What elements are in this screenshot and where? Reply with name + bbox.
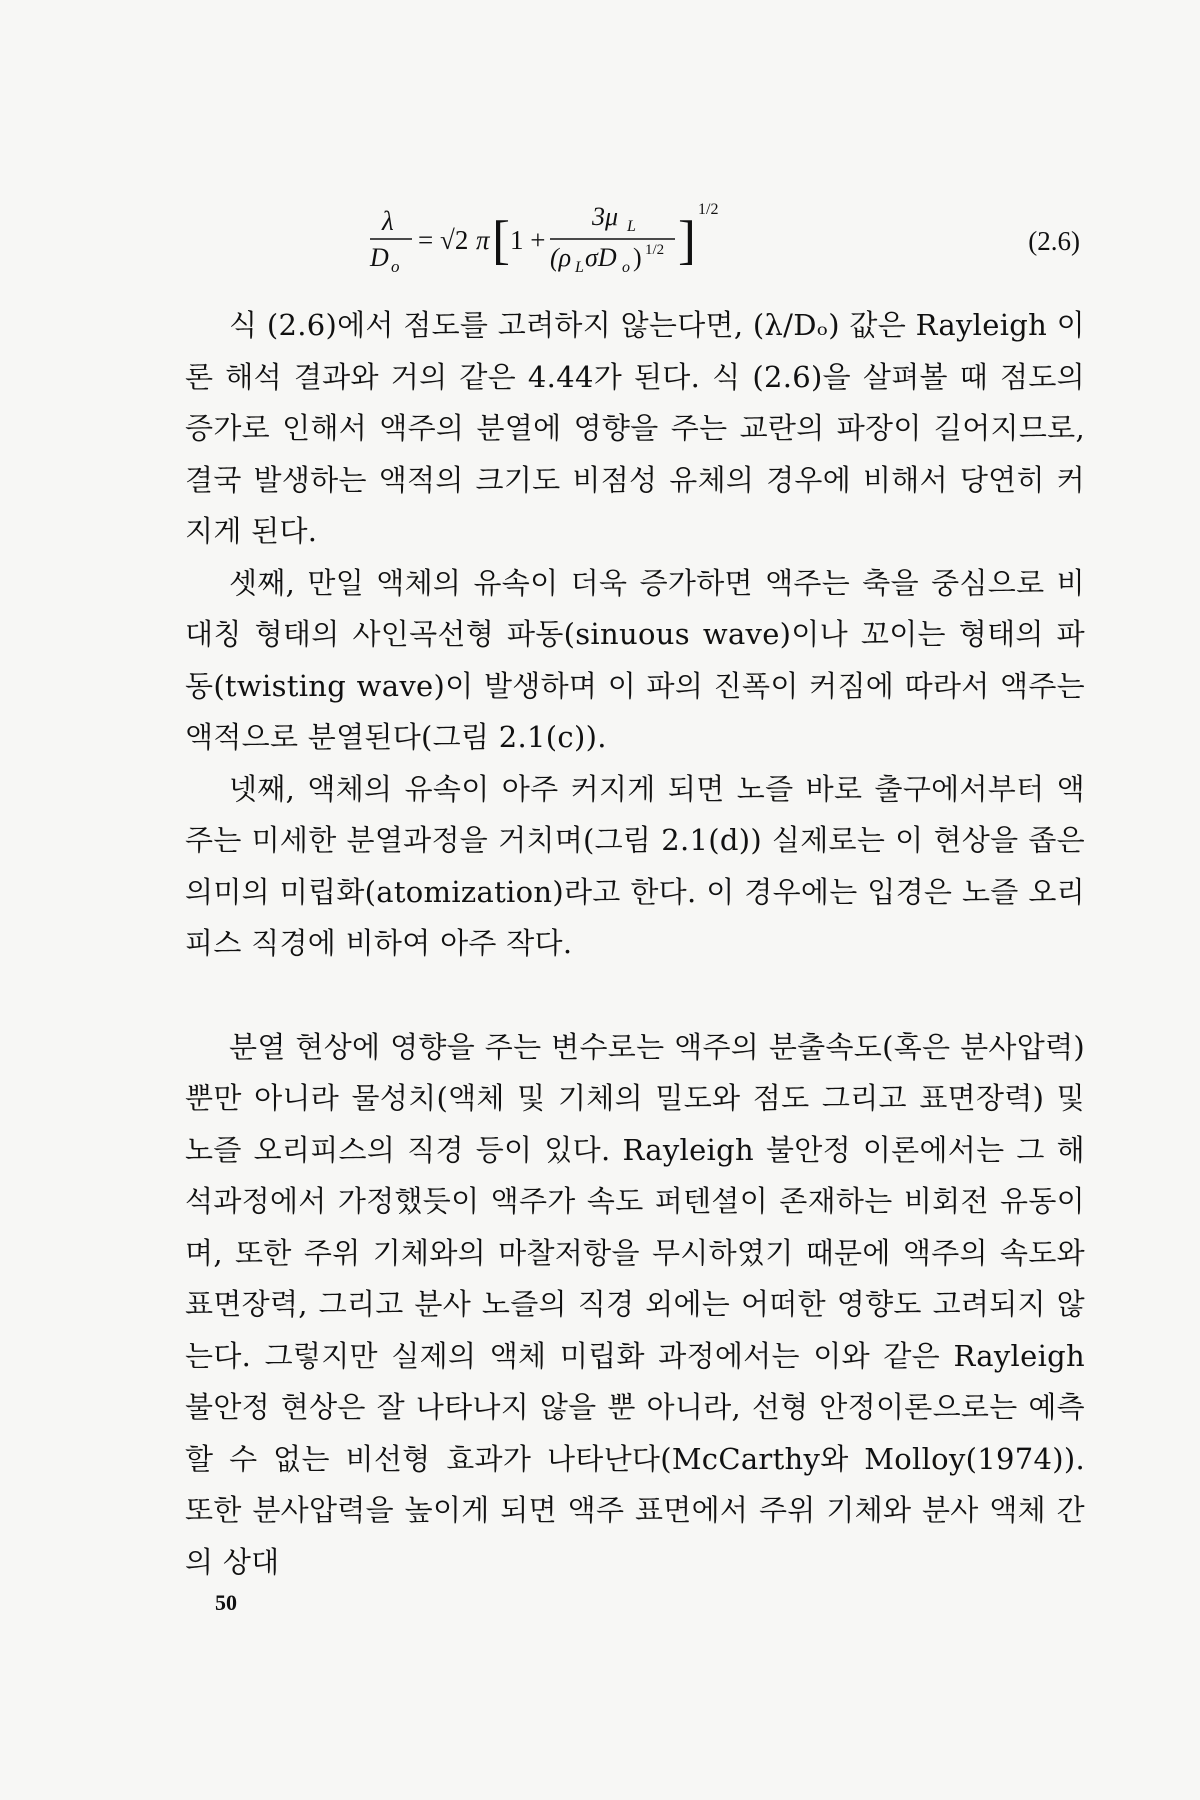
body-text (185, 300, 1085, 1588)
eq-3mu: 3μ (592, 202, 619, 231)
eq-rho: (ρ (550, 243, 572, 272)
eq-sigma-D: σD (585, 243, 617, 272)
eq-sqrt2: √2 (440, 225, 469, 255)
eq-bracket-open: [ (492, 210, 510, 270)
page-number: 50 (215, 1590, 237, 1615)
eq-rho-sub: L (575, 259, 584, 276)
eq-bracket-close: ] (678, 210, 696, 270)
eq-mu-sub: L (627, 218, 636, 235)
eq-outer-exponent: 1/2 (698, 201, 719, 218)
eq-lambda: λ (382, 206, 394, 236)
paragraph: 식 (2.6)에서 점도를 고려하지 않는다면, (λ/Dₒ) 값은 Rayleigh 이론 해석 결과와 거의 같은 4.44가 된다. 식 (2.6)을 살펴볼 때 점도의 증가로 인해서 액주의 분열에 영향을 주는 교란의 파장이 길어지므로, 결국 발생하는 액적의 크기도 비점성 유체의 경우에 비해서 당연히 커지게 된다. (185, 308, 1085, 548)
eq-equals: = (418, 225, 434, 255)
eq-paren-close: ) (633, 243, 642, 272)
paragraph: 셋째, 만일 액체의 유속이 더욱 증가하면 액주는 축을 중심으로 비대칭 형태의 사인곡선형 파동(sinuous wave)이나 꼬이는 형태의 파동(twisting wave)이 발생하며 이 파의 진폭이 커짐에 따라서 액주는 액적으로 분열된다(그림 2.1(c)). (185, 565, 1085, 754)
eq-D-sub: o (391, 257, 400, 276)
eq-pi: π (476, 225, 490, 255)
eq-inner-exponent: 1/2 (645, 242, 665, 258)
eq-one-plus: 1 + (510, 225, 546, 255)
equation-2-6 (360, 180, 1080, 300)
eq-D: D (370, 243, 389, 272)
paragraph: 넷째, 액체의 유속이 아주 커지게 되면 노즐 바로 출구에서부터 액주는 미세한 분열과정을 거치며(그림 2.1(d)) 실제로는 이 현상을 좁은 의미의 미립화(atomization)라고 한다. 이 경우에는 입경은 노즐 오리피스 직경에 비하여 아주 작다. (185, 771, 1085, 960)
paragraph: 분열 현상에 영향을 주는 변수로는 액주의 분출속도(혹은 분사압력)뿐만 아니라 물성치(액체 및 기체의 밀도와 점도 그리고 표면장력) 및 노즐 오리피스의 직경 등이 있다. Rayleigh 불안정 이론에서는 그 해석과정에서 가정했듯이 액주가 속도 퍼텐셜이 존재하는 비회전 유동이며, 또한 주위 기체와의 마찰저항을 무시하였기 때문에 액주의 속도와 표면장력, 그리고 분사 노즐의 직경 외에는 어떠한 영향도 고려되지 않는다. 그렇지만 실제의 액체 미립화 과정에서는 이와 같은 Rayleigh 불안정 현상은 잘 나타나지 않을 뿐 아니라, 선형 안정이론으로는 예측할 수 없는 비선형 효과가 나타난다(McCarthy와 Molloy(1974)). 또한 분사압력을 높이게 되면 액주 표면에서 주위 기체와 분사 액체 간의 상대 (185, 1029, 1085, 1579)
eq-D2-sub: o (622, 259, 630, 276)
equation-formula (360, 180, 960, 300)
equation-number: (2.6) (1028, 226, 1080, 256)
